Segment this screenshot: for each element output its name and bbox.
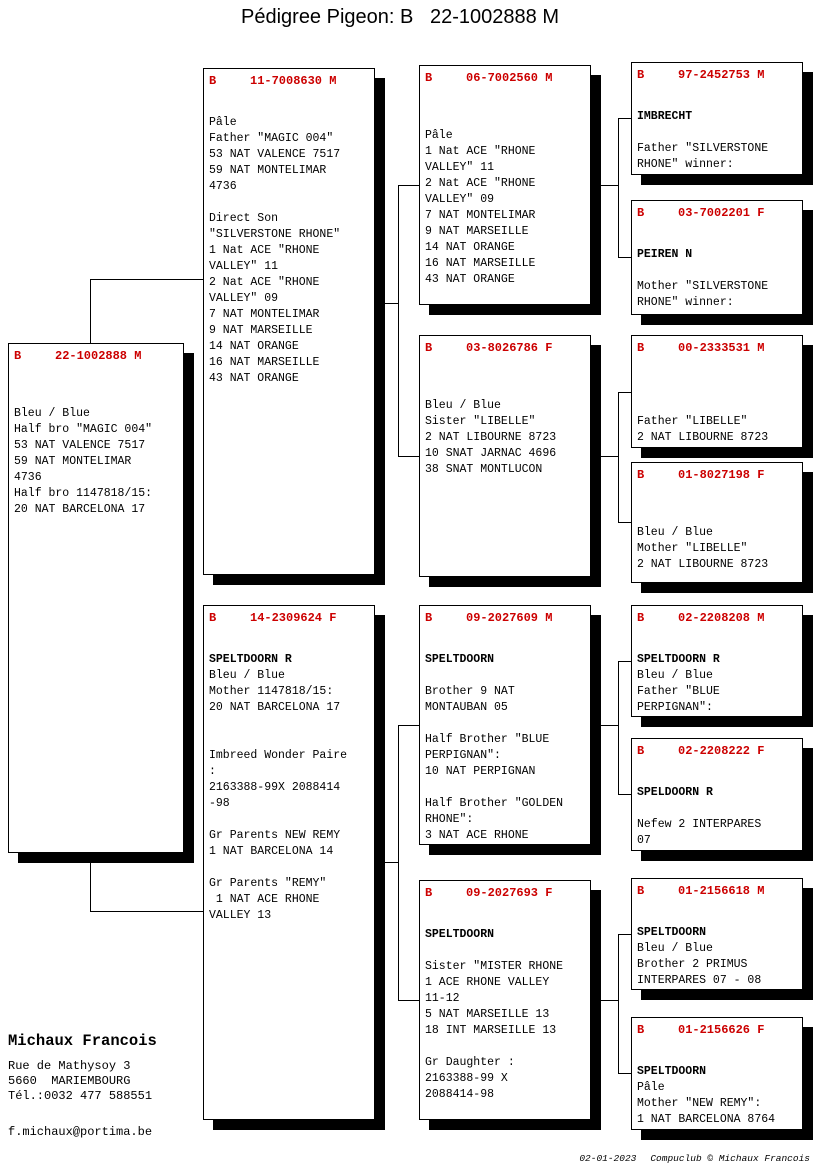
connector-line bbox=[90, 279, 203, 280]
ring-number-header bbox=[204, 606, 374, 636]
pedigree-notes: PEIREN N Mother "SILVERSTONE RHONE" winner: bbox=[637, 248, 769, 309]
pedigree-notes: SPELTDOORN Sister "MISTER RHONE 1 ACE RHONE VALLEY 11-12 5 NAT MARSEILLE 13 18 INT MARSEILLE 13 Gr Daughter : 2163388-99 X 2088414-98 bbox=[425, 928, 564, 1101]
connector-line bbox=[618, 257, 631, 258]
pedigree-box-fm bbox=[419, 335, 591, 577]
pedigree-box-mff bbox=[631, 605, 803, 717]
breeder-name: Michaux Francois bbox=[8, 1032, 157, 1050]
connector-line bbox=[90, 279, 91, 343]
country-band: B bbox=[637, 206, 645, 220]
country-band: B bbox=[637, 611, 645, 625]
ring-number: 03-7002201 F bbox=[678, 206, 765, 220]
pedigree-box-mother bbox=[203, 605, 375, 1120]
pedigree-box-fmf bbox=[631, 335, 803, 448]
connector-line bbox=[591, 185, 618, 186]
breeder-phone: Tél.:0032 477 588551 bbox=[8, 1089, 153, 1103]
connector-line bbox=[398, 725, 399, 1000]
connector-line bbox=[90, 911, 203, 912]
breeder-email: f.michaux@portima.be bbox=[8, 1125, 153, 1139]
ring-number: 03-8026786 F bbox=[466, 341, 553, 355]
country-band: B bbox=[14, 349, 22, 363]
ring-number-header bbox=[632, 879, 802, 909]
ring-number: 14-2309624 F bbox=[250, 611, 337, 625]
connector-line bbox=[618, 1073, 631, 1074]
connector-line bbox=[591, 1000, 618, 1001]
ring-number-header bbox=[204, 69, 374, 99]
ring-number-header bbox=[632, 1018, 802, 1048]
country-band: B bbox=[209, 611, 217, 625]
country-band: B bbox=[637, 744, 645, 758]
ring-number-header bbox=[632, 463, 802, 493]
connector-line bbox=[618, 934, 631, 935]
ring-number-header bbox=[9, 344, 183, 374]
connector-line bbox=[375, 303, 398, 304]
country-band: B bbox=[425, 611, 433, 625]
connector-line bbox=[618, 661, 619, 794]
breeder-city: 5660 MARIEMBOURG bbox=[8, 1074, 131, 1088]
connector-line bbox=[90, 853, 91, 911]
ring-number-header bbox=[420, 336, 590, 366]
connector-line bbox=[398, 456, 419, 457]
connector-line bbox=[618, 392, 619, 522]
connector-line bbox=[375, 862, 398, 863]
connector-line bbox=[398, 725, 419, 726]
connector-line bbox=[618, 794, 631, 795]
country-band: B bbox=[637, 884, 645, 898]
pedigree-box-subject bbox=[8, 343, 184, 853]
pedigree-notes: IMBRECHT Father "SILVERSTONE RHONE" winner: bbox=[637, 110, 769, 171]
connector-line bbox=[398, 185, 399, 456]
ring-number: 01-8027198 F bbox=[678, 468, 765, 482]
ring-number-header bbox=[632, 201, 802, 231]
footer-credit: Compuclub © Michaux Francois bbox=[650, 1153, 810, 1164]
country-band: B bbox=[425, 71, 433, 85]
country-band: B bbox=[425, 886, 433, 900]
ring-number: 06-7002560 M bbox=[466, 71, 553, 85]
pedigree-box-mm bbox=[419, 880, 591, 1120]
pedigree-box-ffm bbox=[631, 200, 803, 315]
pedigree-box-mmf bbox=[631, 878, 803, 990]
ring-number: 97-2452753 M bbox=[678, 68, 765, 82]
pedigree-notes: SPELDOORN R Nefew 2 INTERPARES 07 bbox=[637, 786, 762, 847]
ring-number: 11-7008630 M bbox=[250, 74, 337, 88]
pedigree-box-mmm bbox=[631, 1017, 803, 1130]
connector-line bbox=[398, 185, 419, 186]
ring-number-header bbox=[420, 66, 590, 96]
country-band: B bbox=[637, 341, 645, 355]
pedigree-notes: Bleu / Blue Sister "LIBELLE" 2 NAT LIBOURNE 8723 10 SNAT JARNAC 4696 38 SNAT MONTLUCON bbox=[425, 399, 557, 476]
ring-number: 01-2156626 F bbox=[678, 1023, 765, 1037]
country-band: B bbox=[637, 1023, 645, 1037]
connector-line bbox=[618, 661, 631, 662]
ring-number: 02-2208222 F bbox=[678, 744, 765, 758]
ring-number-header bbox=[420, 881, 590, 911]
breeder-info bbox=[8, 1032, 157, 1139]
country-band: B bbox=[637, 468, 645, 482]
ring-number-header bbox=[632, 606, 802, 636]
pedigree-notes: SPELTDOORN R Bleu / Blue Father "BLUE PERPIGNAN": bbox=[637, 653, 720, 714]
breeder-street: Rue de Mathysoy 3 bbox=[8, 1059, 131, 1073]
connector-line bbox=[618, 934, 619, 1073]
ring-number: 00-2333531 M bbox=[678, 341, 765, 355]
footer-date: 02-01-2023 bbox=[579, 1153, 637, 1164]
country-band: B bbox=[425, 341, 433, 355]
pedigree-box-fmm bbox=[631, 462, 803, 583]
pedigree-box-father bbox=[203, 68, 375, 575]
connector-line bbox=[398, 1000, 419, 1001]
pedigree-notes: SPELTDOORN Pâle Mother "NEW REMY": 1 NAT BARCELONA 8764 bbox=[637, 1065, 776, 1126]
pedigree-box-fff bbox=[631, 62, 803, 175]
pedigree-box-mf bbox=[419, 605, 591, 845]
connector-line bbox=[618, 118, 619, 257]
ring-number: 22-1002888 M bbox=[55, 349, 142, 363]
pedigree-notes: Pâle Father "MAGIC 004" 53 NAT VALENCE 7517 59 NAT MONTELIMAR 4736 Direct Son "SILVERSTONE RHONE" 1 Nat ACE "RHONE VALLEY" 11 2 Nat ACE "RHONE VALLEY" 09 7 NAT MONTELIMAR 9 NAT MARSEILLE 14 NAT ORANGE 16 NAT MARSEILLE 43 NAT ORANGE bbox=[209, 116, 341, 385]
pedigree-notes: Bleu / Blue Mother "LIBELLE" 2 NAT LIBOURNE 8723 bbox=[637, 526, 769, 571]
pedigree-notes: Bleu / Blue Half bro "MAGIC 004" 53 NAT VALENCE 7517 59 NAT MONTELIMAR 4736 Half bro 1147818/15: 20 NAT BARCELONA 17 bbox=[14, 407, 153, 516]
connector-line bbox=[618, 392, 631, 393]
ring-number-header bbox=[420, 606, 590, 636]
ring-number: 02-2208208 M bbox=[678, 611, 765, 625]
connector-line bbox=[591, 456, 618, 457]
ring-number-header bbox=[632, 739, 802, 769]
pedigree-box-mfm bbox=[631, 738, 803, 851]
pedigree-notes: SPELTDOORN R Bleu / Blue Mother 1147818/15: 20 NAT BARCELONA 17 Imbreed Wonder Paire : 2163388-99X 2088414 -98 Gr Parents NEW REMY 1 NAT BARCELONA 14 Gr Parents "REMY" 1 NAT ACE RHONE VALLEY 13 bbox=[209, 653, 348, 922]
ring-number: 09-2027693 F bbox=[466, 886, 553, 900]
pedigree-box-ff bbox=[419, 65, 591, 305]
pedigree-notes: SPELTDOORN Brother 9 NAT MONTAUBAN 05 Half Brother "BLUE PERPIGNAN": 10 NAT PERPIGNAN Half Brother "GOLDEN RHONE": 3 NAT ACE RHONE bbox=[425, 653, 564, 842]
connector-line bbox=[618, 118, 631, 119]
footer bbox=[557, 1142, 810, 1172]
ring-number: 01-2156618 M bbox=[678, 884, 765, 898]
pedigree-notes: Father "LIBELLE" 2 NAT LIBOURNE 8723 bbox=[637, 415, 769, 444]
ring-number: 09-2027609 M bbox=[466, 611, 553, 625]
country-band: B bbox=[209, 74, 217, 88]
pedigree-notes: Pâle 1 Nat ACE "RHONE VALLEY" 11 2 Nat ACE "RHONE VALLEY" 09 7 NAT MONTELIMAR 9 NAT MARSEILLE 14 NAT ORANGE 16 NAT MARSEILLE 43 NAT ORANGE bbox=[425, 129, 536, 286]
ring-number-header bbox=[632, 63, 802, 93]
connector-line bbox=[618, 522, 631, 523]
ring-number-header bbox=[632, 336, 802, 366]
pedigree-notes: SPELTDOORN Bleu / Blue Brother 2 PRIMUS INTERPARES 07 - 08 bbox=[637, 926, 762, 987]
page-title: Pédigree Pigeon: B 22-1002888 M bbox=[241, 6, 559, 28]
connector-line bbox=[591, 725, 618, 726]
country-band: B bbox=[637, 68, 645, 82]
